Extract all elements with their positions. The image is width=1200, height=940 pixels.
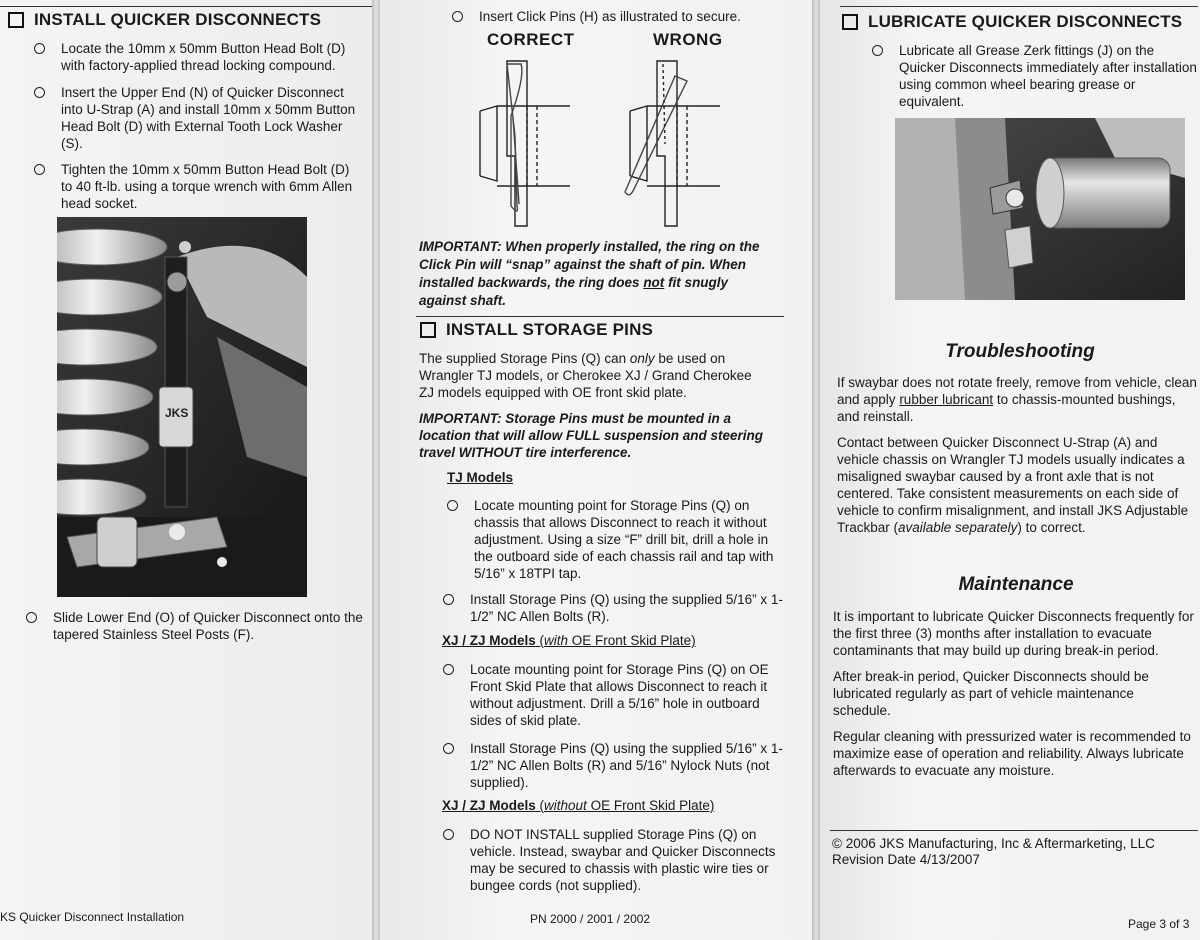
jks-logo: JKS <box>165 406 189 420</box>
checkbox-icon <box>420 322 436 338</box>
maintenance-paragraph-3: Regular cleaning with pressurized water is recommended to maximize ease of operation and reliability. Always lubricate afterwards to evacuate any moisture. <box>833 729 1191 778</box>
list-item: Lubricate all Grease Zerk fittings (J) on the Quicker Disconnects immediately after installation using common wheel bearing grease or equivalent. <box>872 42 1197 110</box>
wrong-diagram <box>625 61 720 226</box>
fold-divider <box>372 0 380 940</box>
top-rule <box>0 6 372 7</box>
bullet-icon <box>443 594 454 605</box>
suspension-photo <box>57 217 307 597</box>
suspension-illustration <box>57 217 307 597</box>
maintenance-paragraph-2: After break-in period, Quicker Disconnects should be lubricated regularly as part of vehicle maintenance schedule. <box>833 669 1149 718</box>
grease-zerk-illustration <box>895 118 1185 300</box>
copyright-text: © 2006 JKS Manufacturing, Inc & Aftermarketing, LLC <box>832 836 1155 851</box>
correct-diagram <box>480 61 570 226</box>
copyright-rule <box>830 830 1198 831</box>
left-panel <box>0 0 372 940</box>
bullet-icon <box>443 664 454 675</box>
list-item: DO NOT INSTALL supplied Storage Pins (Q) on vehicle. Instead, swaybar and Quicker Disconnects may be secured to chassis with plastic wire ties or bungee cords (not supplied). <box>443 826 783 894</box>
right-panel <box>820 0 1200 940</box>
checkbox-icon <box>8 12 24 28</box>
section-rule <box>416 316 784 317</box>
maintenance-paragraph-1: It is important to lubricate Quicker Disconnects frequently for the first three (3) months after installation to evacuate contaminants that may build up during break-in period. <box>833 609 1194 658</box>
bullet-icon <box>443 743 454 754</box>
troubleshooting-paragraph-1: If swaybar does not rotate freely, remove from vehicle, clean and apply rubber lubricant to chassis-mounted bushings, and reinstall. <box>837 375 1197 424</box>
list-item: Install Storage Pins (Q) using the supplied 5/16” x 1-1/2” NC Allen Bolts (R) and 5/16” Nylock Nuts (not supplied). <box>443 740 783 791</box>
xj-zj-without-skid-heading: XJ / ZJ Models (without OE Front Skid Plate) <box>442 798 715 813</box>
list-item: Slide Lower End (O) of Quicker Disconnect onto the tapered Stainless Steel Posts (F). <box>26 609 366 643</box>
storage-pins-intro: The supplied Storage Pins (Q) can only be used on Wrangler TJ models, or Cherokee XJ / Grand Cherokee ZJ models equipped with OE front skid plate. <box>419 351 752 400</box>
install-quicker-disconnects-heading: INSTALL QUICKER DISCONNECTS <box>8 10 321 30</box>
list-item: Locate mounting point for Storage Pins (Q) on chassis that allows Disconnect to reach it without adjustment. Using a size “F” drill bit, drill a hole in the outboard side of each chassis rail and tap with 5/16” x 18TPI tap. <box>447 497 787 582</box>
bullet-icon <box>26 612 37 623</box>
troubleshooting-paragraph-2: Contact between Quicker Disconnect U-Strap (A) and vehicle chassis on Wrangler TJ models usually indicates a misaligned swaybar caused by a front axle that is not centered. Take consistent measurements on each side of vehicle to confirm misalignment, and install JKS Adjustable Trackbar (available separately) to correct. <box>837 435 1189 535</box>
troubleshooting-title: Troubleshooting <box>945 341 1095 362</box>
bullet-icon <box>452 11 463 22</box>
xj-zj-with-skid-heading: XJ / ZJ Models (with OE Front Skid Plate) <box>442 633 696 648</box>
storage-pins-important-note: IMPORTANT: Storage Pins must be mounted in a location that will allow FULL suspension and steering travel WITHOUT tire interference. <box>419 411 764 460</box>
lubricate-heading: LUBRICATE QUICKER DISCONNECTS <box>842 12 1182 32</box>
checkbox-icon <box>842 14 858 30</box>
click-pin-diagram <box>475 56 735 231</box>
middle-panel <box>380 0 812 940</box>
list-item: Locate mounting point for Storage Pins (Q) on OE Front Skid Plate that allows Disconnect to reach it without adjustment. Drill a 5/16” hole in outboard sides of skid plate. <box>443 661 783 729</box>
install-storage-pins-heading: INSTALL STORAGE PINS <box>420 320 653 340</box>
grease-zerk-photo <box>895 118 1185 300</box>
page-number: Page 3 of 3 <box>1128 917 1190 931</box>
bullet-icon <box>34 43 45 54</box>
top-rule <box>840 6 1198 7</box>
list-item: Tighten the 10mm x 50mm Button Head Bolt (D) to 40 ft-lb. using a torque wrench with 6mm Allen head socket. <box>34 161 364 212</box>
wrong-label: WRONG <box>653 30 723 49</box>
footer-left: KS Quicker Disconnect Installation <box>0 910 185 924</box>
bullet-icon <box>34 164 45 175</box>
fold-divider <box>812 0 820 940</box>
revision-date: Revision Date 4/13/2007 <box>832 852 980 867</box>
bullet-icon <box>34 87 45 98</box>
bullet-icon <box>872 45 883 56</box>
list-item: Insert the Upper End (N) of Quicker Disconnect into U-Strap (A) and install 10mm x 50mm Button Head Bolt (D) with External Tooth Lock Washer (S). <box>34 84 364 152</box>
click-pin-important-note: IMPORTANT: When properly installed, the ring on the Click Pin will “snap” against the shaft of pin. When installed backwards, the ring does not fit snugly against shaft. <box>419 239 760 308</box>
tj-models-heading: TJ Models <box>447 470 514 485</box>
bullet-icon <box>447 500 458 511</box>
list-item: Install Storage Pins (Q) using the supplied 5/16” x 1-1/2” NC Allen Bolts (R). <box>443 591 783 625</box>
bullet-icon <box>443 829 454 840</box>
maintenance-title: Maintenance <box>958 574 1074 595</box>
correct-label: CORRECT <box>487 30 575 49</box>
footer-middle: PN 2000 / 2001 / 2002 <box>530 912 651 926</box>
list-item: Locate the 10mm x 50mm Button Head Bolt (D) with factory-applied thread locking compound. <box>34 40 364 74</box>
list-item: Insert Click Pins (H) as illustrated to secure. <box>452 8 802 25</box>
